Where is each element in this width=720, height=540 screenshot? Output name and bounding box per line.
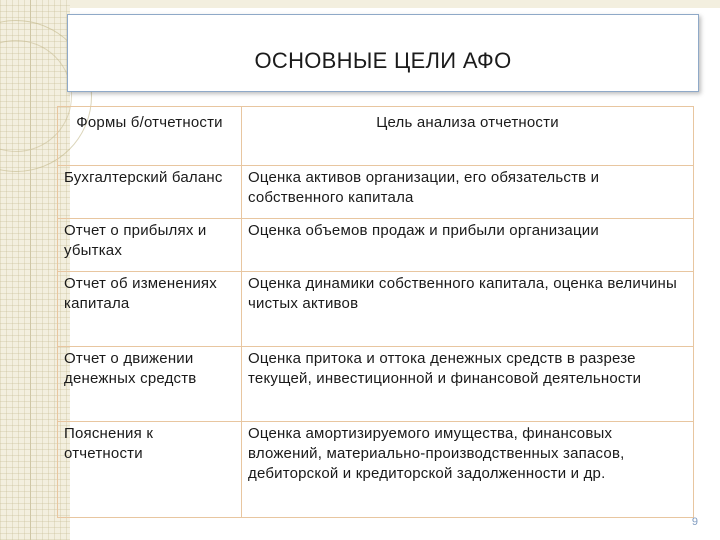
cell-goal: Оценка активов организации, его обязательств и собственного капитала xyxy=(242,166,694,219)
header-forms: Формы б/отчетности xyxy=(58,107,242,166)
cell-form: Отчет об изменениях капитала xyxy=(58,272,242,347)
table-row xyxy=(58,347,694,422)
table-row xyxy=(58,272,694,347)
cell-goal: Оценка амортизируемого имущества, финансовых вложений, материально-производственных запасов, дебиторской и кредиторской задолженности и др. xyxy=(242,422,694,518)
background-top-band xyxy=(0,0,720,8)
cell-form: Пояснения к отчетности xyxy=(58,422,242,518)
cell-goal: Оценка объемов продаж и прибыли организации xyxy=(242,219,694,272)
table-row xyxy=(58,219,694,272)
cell-goal: Оценка динамики собственного капитала, оценка величины чистых активов xyxy=(242,272,694,347)
cell-form: Отчет о прибылях и убытках xyxy=(58,219,242,272)
cell-form: Отчет о движении денежных средств xyxy=(58,347,242,422)
cell-goal: Оценка притока и оттока денежных средств в разрезе текущей, инвестиционной и финансовой деятельности xyxy=(242,347,694,422)
page-number: 9 xyxy=(691,516,698,528)
cell-form: Бухгалтерский баланс xyxy=(58,166,242,219)
title-box xyxy=(67,14,699,92)
table-row xyxy=(58,166,694,219)
header-goal: Цель анализа отчетности xyxy=(242,107,694,166)
table-row xyxy=(58,422,694,518)
goals-table xyxy=(57,106,694,518)
table-header-row xyxy=(58,107,694,166)
page-title: ОСНОВНЫЕ ЦЕЛИ АФО xyxy=(254,48,512,73)
page-margin-line xyxy=(30,0,31,540)
